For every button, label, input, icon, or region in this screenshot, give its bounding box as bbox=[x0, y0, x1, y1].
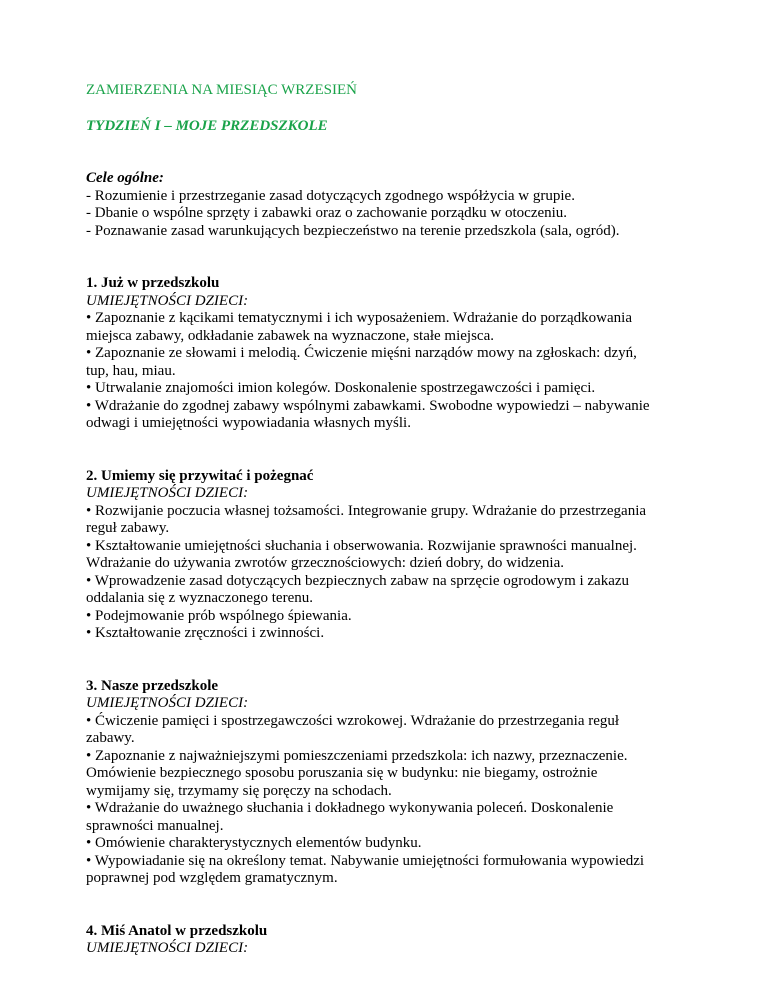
section-line: • Kształtowanie zręczności i zwinności. bbox=[86, 625, 325, 641]
section-line: • Utrwalanie znajomości imion kolegów. Doskonalenie spostrzegawczości i pamięci. bbox=[86, 380, 596, 396]
section-title: 1. Już w przedszkolu bbox=[86, 275, 220, 291]
section-line: • Zapoznanie ze słowami i melodią. Ćwiczenie mięśni narządów mowy na zgłoskach: dzyń, bbox=[86, 345, 637, 361]
skills-label: UMIEJĘTNOŚCI DZIECI: bbox=[86, 292, 249, 309]
section-line: • Ćwiczenie pamięci i spostrzegawczości wzrokowej. Wdrażanie do przestrzegania reguł bbox=[86, 712, 620, 729]
goals-title: Cele ogólne: bbox=[86, 170, 164, 186]
week-title: TYDZIEŃ I – MOJE PRZEDSZKOLE bbox=[86, 117, 328, 134]
section-line: sprawności manualnej. bbox=[86, 817, 224, 834]
section-line: wymijamy się, trzymamy się poręczy na schodach. bbox=[86, 782, 392, 799]
goal-item: - Dbanie o wspólne sprzęty i zabawki oraz o zachowanie porządku w otoczeniu. bbox=[86, 205, 568, 221]
section-line: • Omówienie charakterystycznych elementów budynku. bbox=[86, 835, 422, 851]
section-line: reguł zabawy. bbox=[86, 520, 170, 536]
goal-item: - Rozumienie i przestrzeganie zasad dotyczących zgodnego współżycia w grupie. bbox=[86, 187, 575, 204]
section-4 bbox=[86, 923, 686, 958]
section-line: • Kształtowanie umiejętności słuchania i obserwowania. Rozwijanie sprawności manualnej. bbox=[86, 537, 637, 554]
section-line: Omówienie bezpiecznego sposobu poruszania się w budynku: nie biegamy, ostrożnie bbox=[86, 765, 598, 781]
section-line: miejsca zabawy, odkładanie zabawek na wyznaczone, stałe miejsca. bbox=[86, 327, 494, 344]
section-line: • Zapoznanie z najważniejszymi pomieszczeniami przedszkola: ich nazwy, przeznaczenie. bbox=[86, 747, 628, 764]
section-line: tup, hau, miau. bbox=[86, 362, 176, 379]
section-line: oddalania się z wyznaczonego terenu. bbox=[86, 590, 313, 606]
section-line: Wdrażanie do używania zwrotów grzecznościowych: dzień dobry, do widzenia. bbox=[86, 555, 565, 571]
skills-label: UMIEJĘTNOŚCI DZIECI: bbox=[86, 940, 249, 956]
section-1 bbox=[86, 275, 686, 433]
section-title: 4. Miś Anatol w przedszkolu bbox=[86, 922, 268, 939]
section-line: • Podejmowanie prób wspólnego śpiewania. bbox=[86, 607, 352, 624]
section-line: zabawy. bbox=[86, 730, 135, 746]
document-title: ZAMIERZENIA NA MIESIĄC WRZESIEŃ bbox=[86, 82, 357, 98]
section-3 bbox=[86, 678, 686, 888]
document-page bbox=[86, 82, 686, 958]
section-2 bbox=[86, 468, 686, 643]
section-line: • Wdrażanie do zgodnej zabawy wspólnymi zabawkami. Swobodne wypowiedzi – nabywanie bbox=[86, 397, 650, 414]
section-line: poprawnej pod względem gramatycznym. bbox=[86, 870, 338, 886]
section-line: • Wprowadzenie zasad dotyczących bezpiecznych zabaw na sprzęcie ogrodowym i zakazu bbox=[86, 572, 630, 589]
section-line: • Wypowiadanie się na określony temat. Nabywanie umiejętności formułowania wypowiedzi bbox=[86, 852, 645, 869]
section-title: 2. Umiemy się przywitać i pożegnać bbox=[86, 467, 314, 484]
section-line: • Rozwijanie poczucia własnej tożsamości. Integrowanie grupy. Wdrażanie do przestrzegania bbox=[86, 502, 647, 519]
goals-block bbox=[86, 170, 686, 240]
section-line: • Zapoznanie z kącikami tematycznymi i ich wyposażeniem. Wdrażanie do porządkowania bbox=[86, 310, 632, 326]
skills-label: UMIEJĘTNOŚCI DZIECI: bbox=[86, 485, 249, 501]
goal-item: - Poznawanie zasad warunkujących bezpieczeństwo na terenie przedszkola (sala, ogród). bbox=[86, 222, 620, 239]
section-line: • Wdrażanie do uważnego słuchania i dokładnego wykonywania poleceń. Doskonalenie bbox=[86, 800, 614, 816]
skills-label: UMIEJĘTNOŚCI DZIECI: bbox=[86, 695, 249, 711]
section-line: odwagi i umiejętności wypowiadania własnych myśli. bbox=[86, 415, 411, 431]
section-title: 3. Nasze przedszkole bbox=[86, 677, 219, 694]
